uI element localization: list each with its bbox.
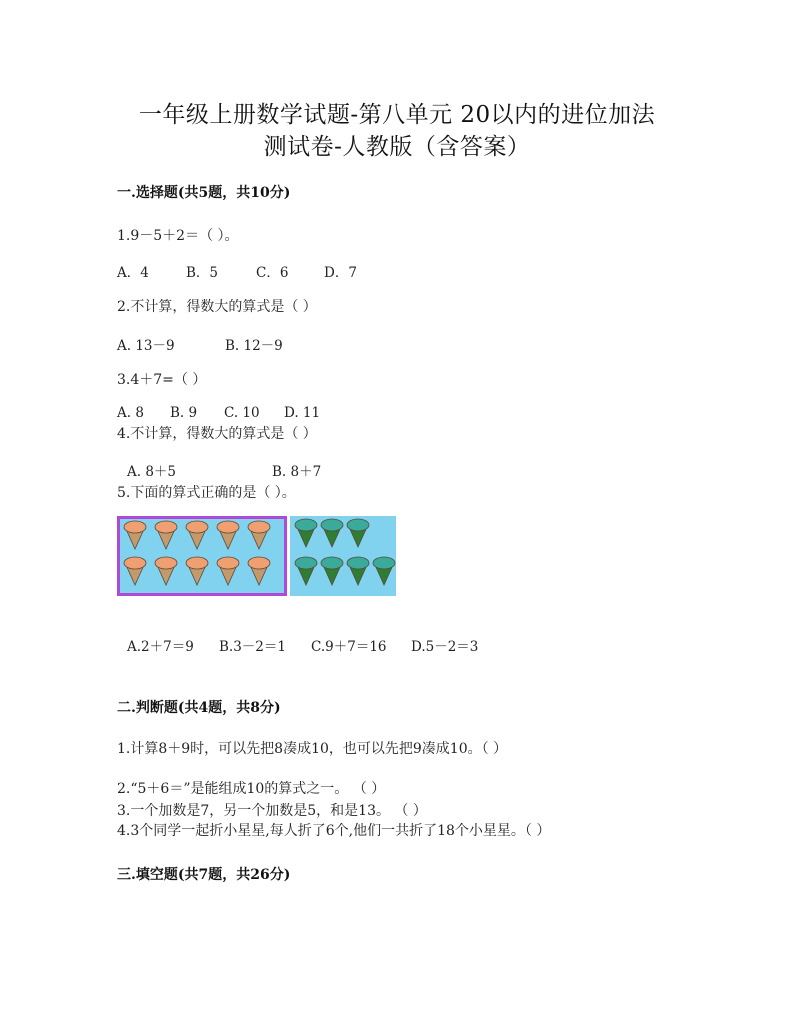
option-c[interactable]: C．6	[256, 265, 289, 281]
option-a[interactable]: A．4	[117, 265, 149, 281]
option-c[interactable]: C.9＋7＝16	[311, 639, 387, 655]
judgment-2: 2.“5＋6＝”是能组成10的算式之一。 （ ）	[117, 781, 386, 797]
option-b[interactable]: B. 9	[170, 405, 198, 421]
question-5: 5.下面的算式正确的是（ ）。	[117, 485, 296, 501]
section-heading-fill-in: 三.填空题(共7题，共26分)	[117, 867, 291, 883]
option-b[interactable]: B. 12－9	[225, 338, 283, 354]
ice-cream-figure	[117, 516, 397, 600]
question-3: 3.4＋7=（ ）	[117, 372, 207, 388]
option-a[interactable]: A.2＋7＝9	[127, 639, 194, 655]
judgment-3: 3.一个加数是7，另一个加数是5，和是13。 （ ）	[117, 803, 427, 819]
section-heading-judgment: 二.判断题(共4题，共8分)	[117, 700, 281, 716]
page-title-line1: 一年级上册数学试题-第八单元 20以内的进位加法	[138, 102, 656, 128]
section-heading-choice: 一.选择题(共5题，共10分)	[117, 185, 291, 201]
option-d[interactable]: D. 11	[284, 405, 321, 421]
option-b[interactable]: B. 8＋7	[272, 464, 322, 480]
judgment-1: 1.计算8＋9时，可以先把8凑成10，也可以先把9凑成10。（ ）	[117, 741, 508, 757]
question-1: 1.9－5＋2＝（ ）。	[117, 228, 239, 244]
option-a[interactable]: A. 8＋5	[127, 464, 177, 480]
question-2: 2.不计算，得数大的算式是（ ）	[117, 299, 317, 315]
option-a[interactable]: A. 13－9	[117, 338, 175, 354]
option-d[interactable]: D.5－2＝3	[411, 639, 479, 655]
option-b[interactable]: B．5	[186, 265, 219, 281]
judgment-4: 4.3个同学一起折小星星,每人折了6个,他们一共折了18个小星星。（ ）	[117, 823, 551, 839]
question-4: 4.不计算，得数大的算式是（ ）	[117, 426, 317, 442]
option-b[interactable]: B.3－2＝1	[219, 639, 286, 655]
page-title-line2: 测试卷-人教版（含答案）	[263, 134, 531, 160]
ice-cream-illustration	[117, 516, 397, 596]
option-c[interactable]: C. 10	[224, 405, 260, 421]
option-a[interactable]: A. 8	[117, 405, 144, 421]
option-d[interactable]: D．7	[324, 265, 357, 281]
